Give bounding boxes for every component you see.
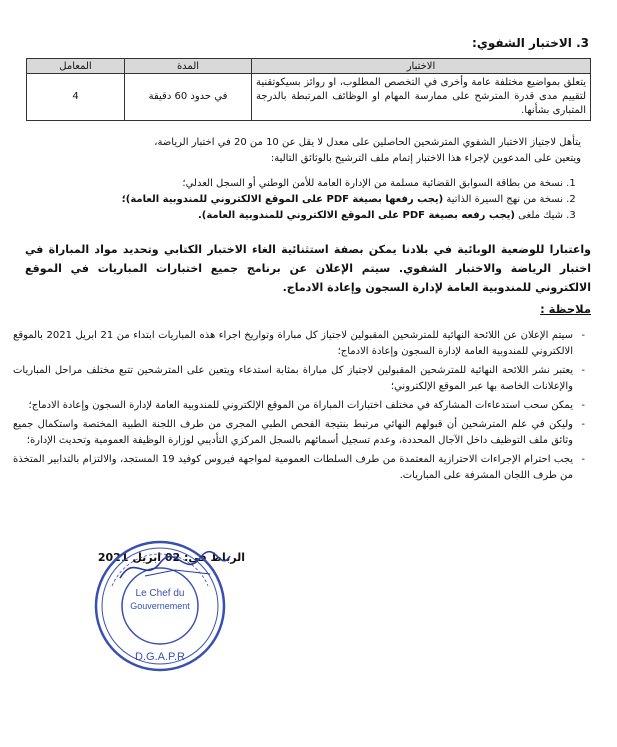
list-item: - يمكن سحب استدعاءات المشاركة في مختلف اختبارات المباراة من الموقع الإلكتروني للمندوبية العامة لإدارة السجون وإعادة الادماج؛ [13,398,573,414]
documents-list [23,176,581,224]
list-item: - وليكن في علم المترشحين أن قبولهم النهائي مرتبط بنتيجة الفحص الطبي المجرى من طرف اللجنة الطبية المختصة واستكمال جميع وثائق ملف التوظيف داخل الآجال المحددة، وعدم تسجيل أسمائهم بالسجل المركزي التأديبي لوزارة الوظيفة العمومية وتحديث الإدارة؛ [13,417,573,449]
table-row [27,74,591,121]
svg-text:Le Chef du: Le Chef du [135,588,185,599]
list-item: - يجب احترام الإجراءات الاحترازية المعتمدة من طرف السلطات العمومية لمواجهة فيروس كوفيد 19 المستجد، والالتزام بالتدابير المتخذة من طرف اللجان المشرفة على المباريات. [13,452,573,484]
list-item [23,192,563,208]
header-coefficient: المعامل [27,59,125,74]
intro-line-1: يتأهل لاجتياز الاختبار الشفوي المترشحين الحاصلين على معدل لا يقل عن 10 من 20 في اختبار الرياضة، [154,137,581,148]
list-item [23,176,563,192]
svg-text:D.G.A.P.R: D.G.A.P.R [135,651,185,663]
document-text: شيك ملغى [514,210,563,221]
notes-list [13,328,587,487]
document-text: نسخة من نهج السيرة الذاتية [443,194,563,205]
document-note: (يجب رفعه بصيغة PDF على الموقع الالكتروني للمندوبية العامة). [198,210,515,221]
signature-date: الرباط في: 02 ابريل 2021 [97,551,245,564]
notes-title: ملاحظة : [540,302,591,316]
svg-text:Gouvernement: Gouvernement [130,601,190,611]
section-title: 3. الاختبار الشفوي: [472,36,589,50]
exam-coefficient: 4 [27,74,125,121]
announcement-paragraph: واعتبارا للوضعية الوبائية في بلادنا يمكن بصفة استثنائية الغاء الاختبار الكتابي وتحديد مواد المباراة في اختبار الرياضة والاختبار الشفوي. سيتم الإعلان عن برنامج جميع اختبارات المباريات في الموقع الالكتروني للمندوبية العامة لإدارة السجون وإعادة الادماج. [25,243,591,294]
document-text: نسخة من بطاقة السوابق القضائية مسلمة من الإدارة العامة للأمن الوطني أو السجل العدلي؛ [182,178,563,189]
exam-description: يتعلق بمواضيع مختلفة عامة وأخرى في التخصص المطلوب، او روائز بسيكوتقنية لتقييم مدى قدرة المترشح على ممارسة المهام او الوظائف المرتبطة بالدرجة المتبارى بشأنها. [252,74,591,121]
list-item: - يعتبر نشر اللائحة النهائية للمترشحين المقبولين لاجتياز كل مباراة بمثابة استدعاء ويتعين على المترشحين تتبع مختلف مراحل المباريات والإعلانات الخاصة بها عبر الموقع الإلكتروني؛ [13,363,573,395]
list-item [23,208,563,224]
oral-exam-table [26,58,591,121]
header-exam: الاختبار [252,59,591,74]
table-header-row [27,59,591,74]
document-note: (يجب رفعها بصيغة PDF على الموقع الالكتروني للمندوبية العامة)؛ [121,194,444,205]
intro-line-2: ويتعين على المدعوين لإجراء هذا الاختبار إتمام ملف الترشيح بالوثائق التالية: [270,153,581,164]
exam-duration: في حدود 60 دقيقة [125,74,252,121]
handwritten-signature-icon [115,548,235,588]
header-duration: المدة [125,59,252,74]
list-item: - سيتم الإعلان عن اللائحة النهائية للمترشحين المقبولين لاجتياز كل مباراة وتواريخ اجراء هذه المباريات ابتداء من 21 ابريل 2021 بالموقع الالكتروني للمندوبية العامة لإدارة السجون وإعادة الادماج؛ [13,328,573,360]
